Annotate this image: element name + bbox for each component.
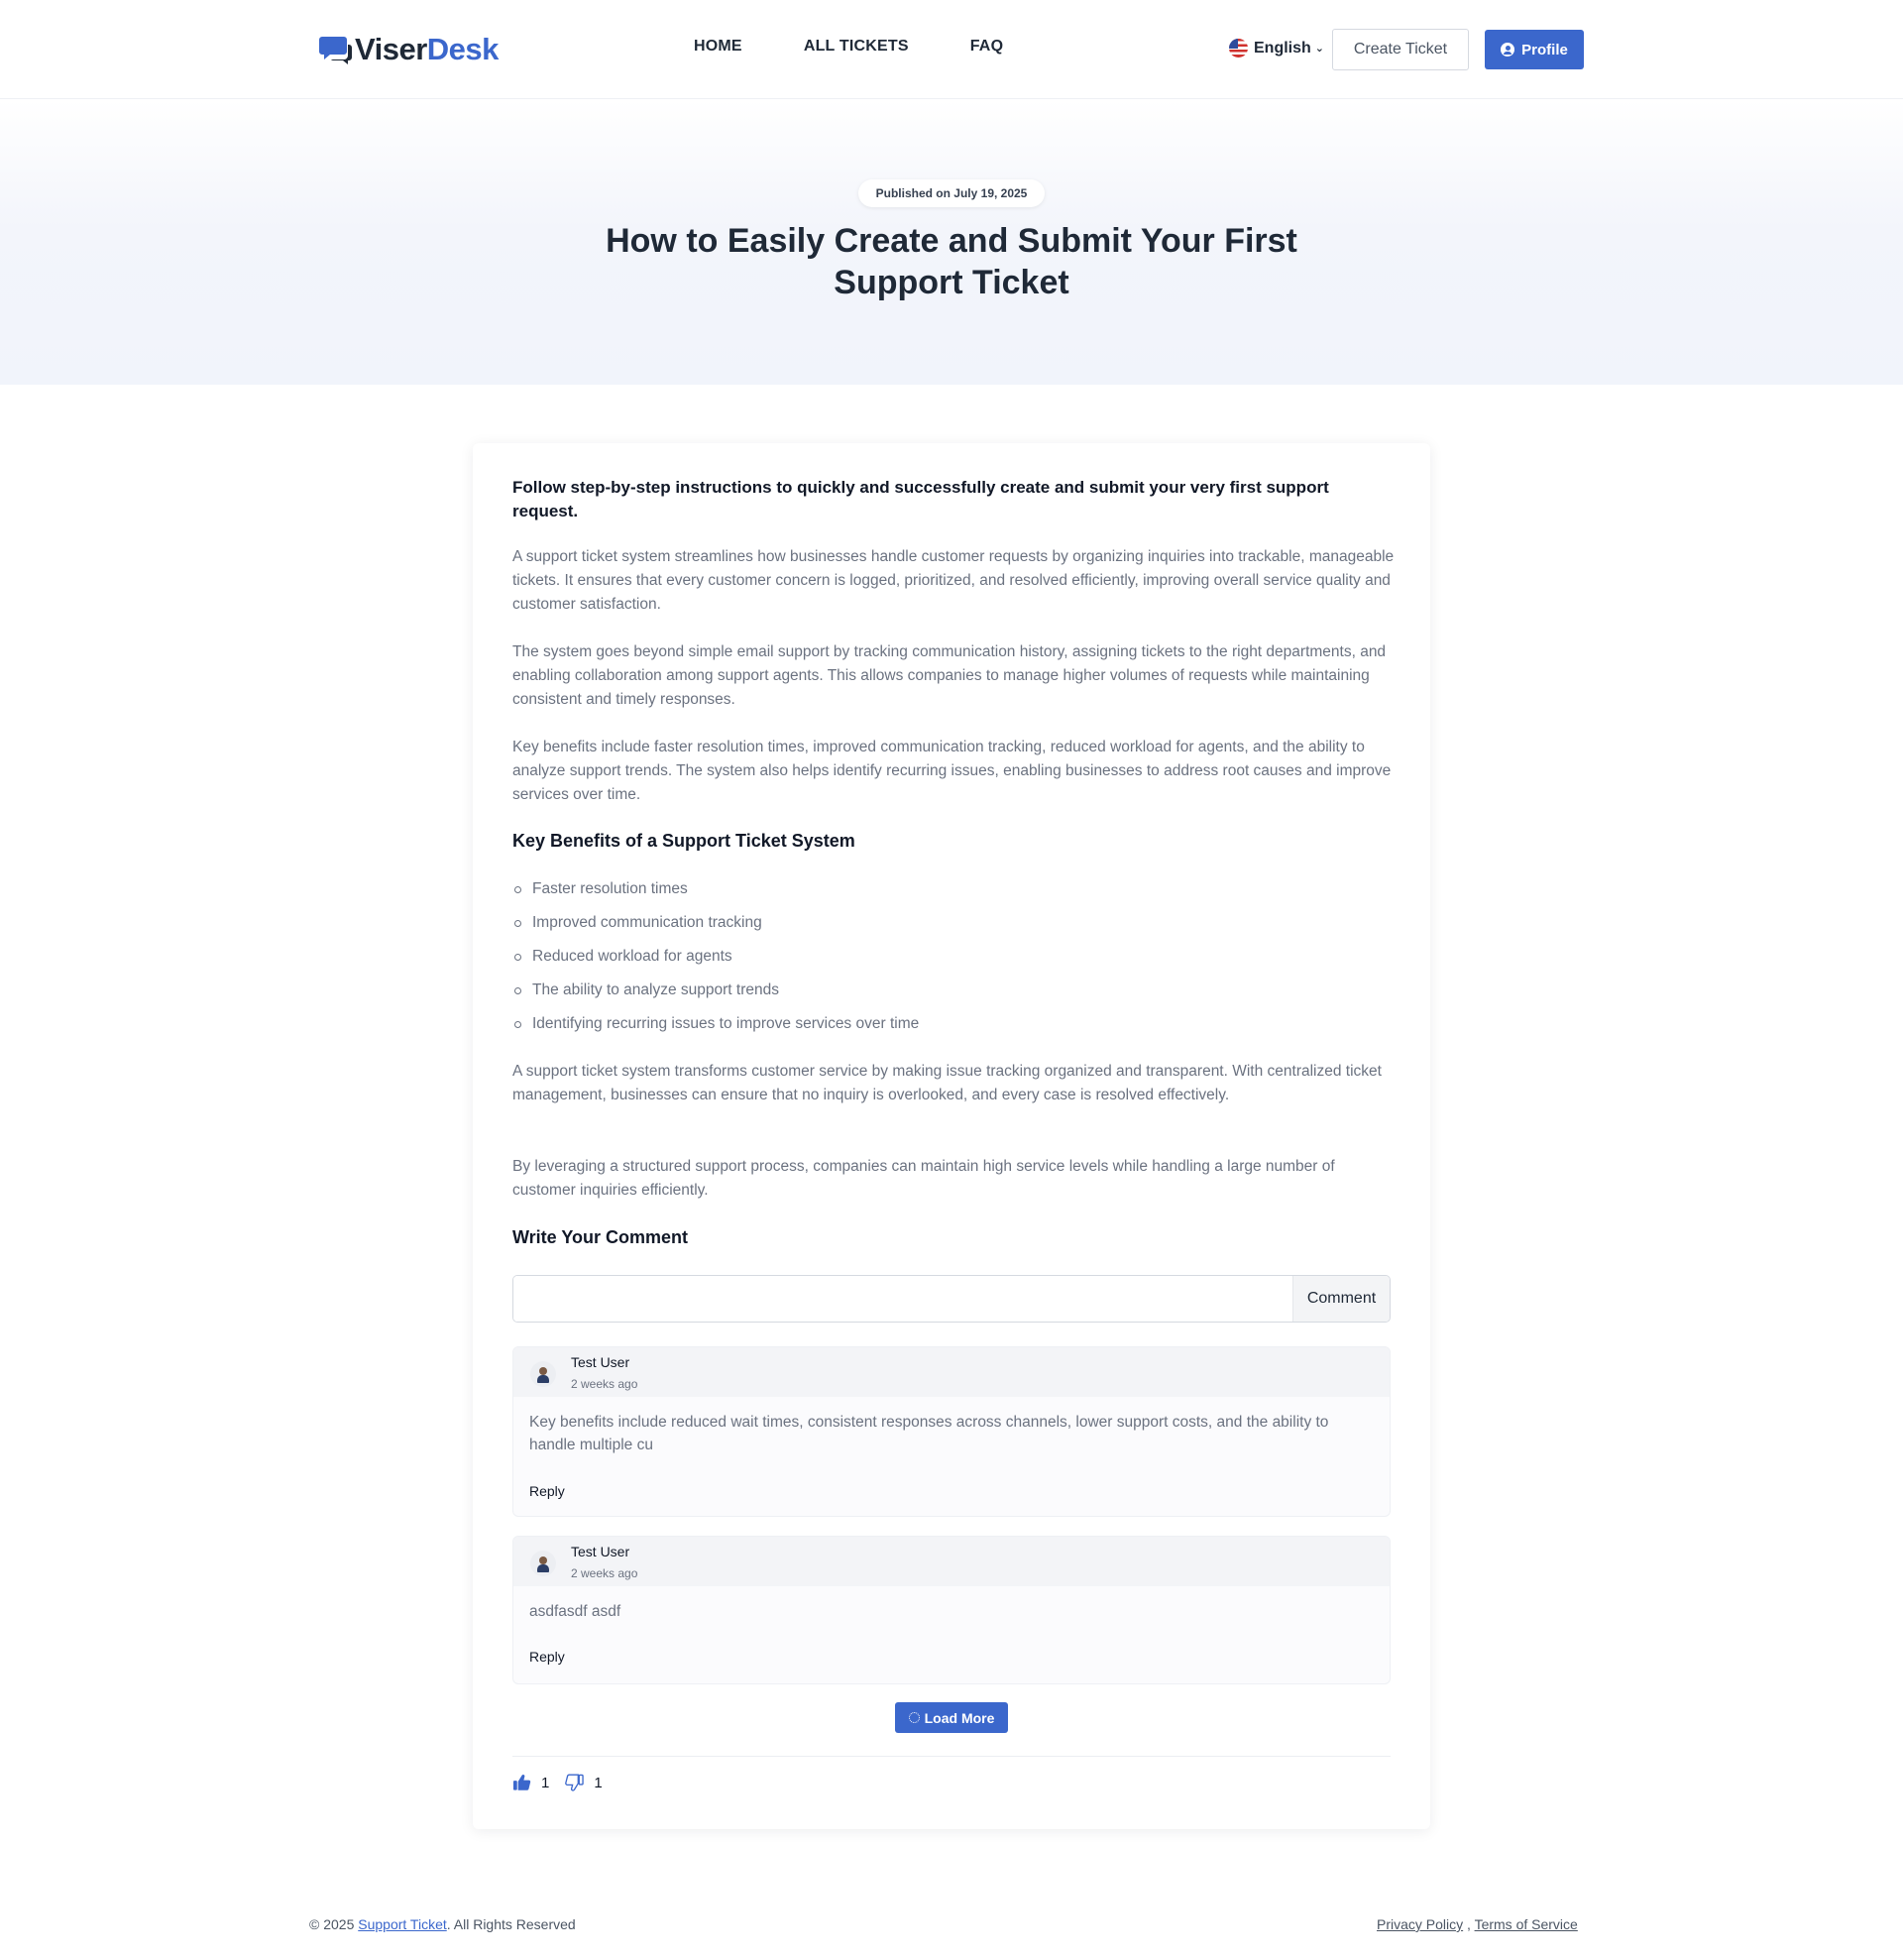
load-more-button[interactable] (895, 1702, 1008, 1733)
comment-item (512, 1346, 1391, 1517)
copyright-prefix: © 2025 (309, 1916, 359, 1932)
list-item: The ability to analyze support trends (512, 979, 919, 1012)
page-title: How to Easily Create and Submit Your First Support Ticket (606, 222, 1297, 301)
create-ticket-button[interactable]: Create Ticket (1332, 29, 1469, 70)
comment-header (513, 1347, 1390, 1397)
published-date-badge: Published on July 19, 2025 (858, 179, 1045, 207)
benefits-heading: Key Benefits of a Support Ticket System (512, 831, 855, 851)
divider (512, 1756, 1391, 1757)
list-item: Faster resolution times (512, 877, 919, 911)
footer-site-link[interactable]: Support Ticket (358, 1916, 447, 1932)
article-paragraph: A support ticket system transforms customer service by making issue tracking organized and transparent. With centralized ticket management, businesses can ensure that no inquiry is overlooked, and every case is resolved effectively. (512, 1063, 1382, 1103)
site-header (0, 0, 1903, 99)
copyright-suffix: . All Rights Reserved (446, 1916, 576, 1932)
comment-body: Key benefits include reduced wait times, consistent responses across channels, lower support costs, and the ability to handle multiple cu (529, 1414, 1329, 1453)
comment-input[interactable] (513, 1276, 1292, 1322)
comment-author: Test User (571, 1544, 630, 1559)
comment-body: asdfasdf asdf (529, 1603, 621, 1620)
comment-submit-button[interactable]: Comment (1292, 1276, 1390, 1322)
article-lead: Follow step-by-step instructions to quickly and successfully create and submit your very first support request. (512, 478, 1329, 520)
logo-text-primary: Viser (355, 32, 427, 66)
footer-links (1377, 1916, 1578, 1932)
comment-heading: Write Your Comment (512, 1227, 689, 1247)
comment-form (512, 1275, 1391, 1323)
benefits-list (512, 877, 919, 1046)
comment-header (513, 1537, 1390, 1586)
article-paragraph: Key benefits include faster resolution times, improved communication tracking, reduced workload for agents, and the ability to analyze support trends. The system also helps identify recurring issues, enabling businesses to address root causes and improve services over time. (512, 739, 1392, 803)
reply-link[interactable]: Reply (529, 1483, 565, 1499)
nav-home[interactable]: HOME (694, 38, 742, 55)
comment-author: Test User (571, 1354, 630, 1370)
logo-text-accent: Desk (426, 32, 499, 66)
chat-bubbles-logo-icon (319, 35, 353, 64)
comment-time: 2 weeks ago (571, 1566, 638, 1580)
profile-button[interactable] (1485, 30, 1584, 69)
comment-time: 2 weeks ago (571, 1377, 638, 1391)
reply-link[interactable]: Reply (529, 1649, 565, 1665)
article-paragraph: By leveraging a structured support process, companies can maintain high service levels while handling a large number of customer inquiries efficiently. (512, 1158, 1335, 1199)
language-label: English (1254, 39, 1311, 57)
vote-bar (512, 1774, 618, 1791)
article-card (473, 443, 1430, 1829)
likes-count: 1 (541, 1774, 550, 1791)
spinner-icon (909, 1712, 920, 1723)
user-circle-icon (1501, 43, 1514, 57)
footer-separator: , (1463, 1916, 1475, 1932)
language-selector[interactable] (1229, 39, 1324, 58)
list-item: Identifying recurring issues to improve services over time (512, 1012, 919, 1046)
thumbs-down-icon[interactable] (565, 1774, 584, 1791)
profile-label: Profile (1521, 41, 1568, 58)
terms-of-service-link[interactable]: Terms of Service (1474, 1916, 1578, 1932)
privacy-policy-link[interactable]: Privacy Policy (1377, 1916, 1464, 1932)
list-item: Improved communication tracking (512, 911, 919, 945)
comment-item (512, 1536, 1391, 1684)
thumbs-up-icon[interactable] (512, 1774, 531, 1791)
footer-copyright (309, 1916, 576, 1932)
avatar-icon (530, 1361, 556, 1387)
dislikes-count: 1 (594, 1774, 603, 1791)
chevron-down-icon: ⌄ (1314, 43, 1324, 55)
load-more-label: Load More (924, 1709, 995, 1726)
avatar-icon (530, 1551, 556, 1576)
nav-all-tickets[interactable]: ALL TICKETS (803, 38, 909, 55)
main-nav (694, 38, 1064, 56)
list-item: Reduced workload for agents (512, 945, 919, 979)
us-flag-icon (1229, 39, 1248, 58)
article-paragraph: A support ticket system streamlines how businesses handle customer requests by organizing inquiries into trackable, manageable tickets. It ensures that every customer concern is logged, prioritized, and resolved efficiently, improving overall service quality and customer satisfaction. (512, 548, 1395, 613)
site-logo[interactable] (319, 34, 499, 65)
article-paragraph: The system goes beyond simple email support by tracking communication history, assigning tickets to the right departments, and enabling collaboration among support agents. This allows companies to manage higher volumes of requests while maintaining consistent and timely responses. (512, 643, 1387, 708)
nav-faq[interactable]: FAQ (969, 38, 1004, 55)
